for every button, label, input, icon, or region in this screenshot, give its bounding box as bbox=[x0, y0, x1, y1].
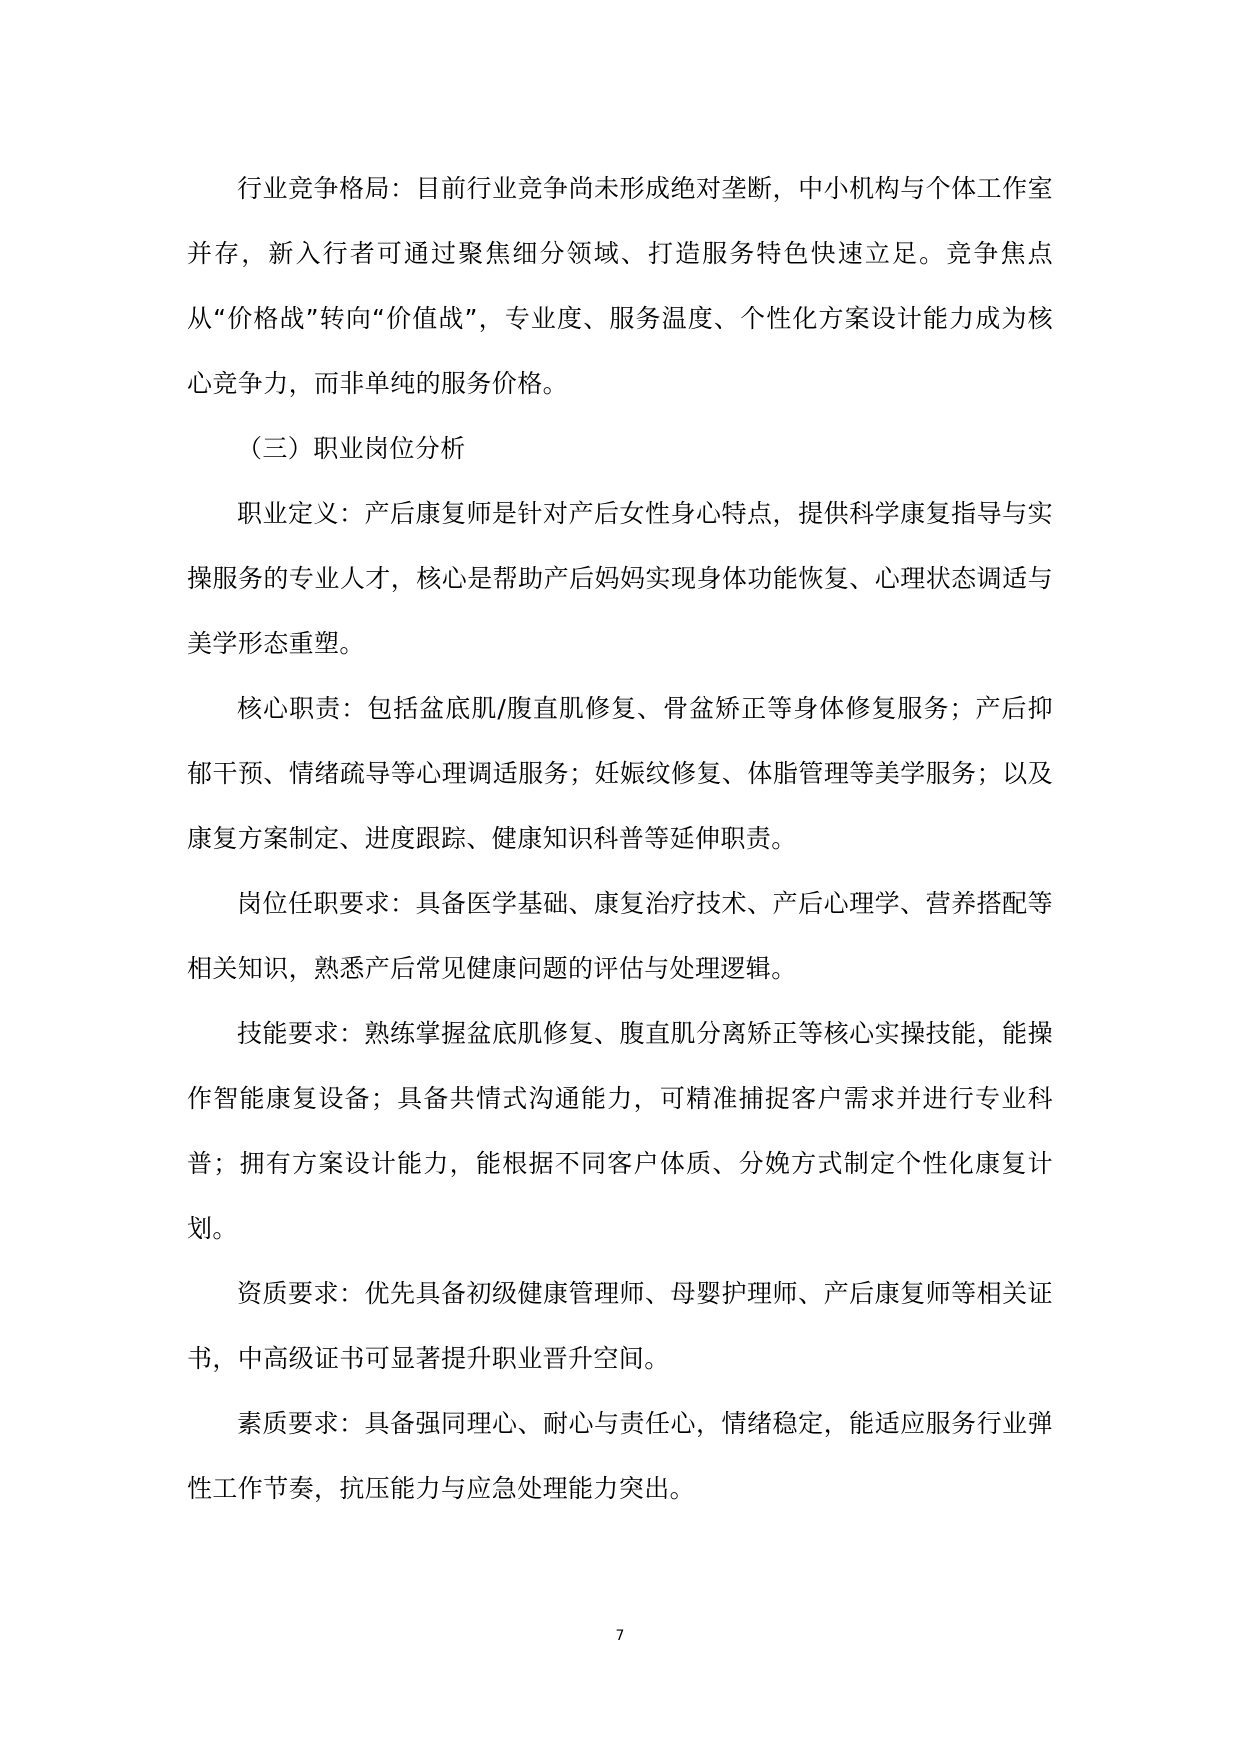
paragraph-requirements: 岗位任职要求：具备医学基础、康复治疗技术、产后心理学、营养搭配等相关知识，熟悉产后常见健康问题的评估与处理逻辑。 bbox=[187, 889, 1053, 983]
paragraph-skills: 技能要求：熟练掌握盆底肌修复、腹直肌分离矫正等核心实操技能，能操作智能康复设备；具备共情式沟通能力，可精准捕捉客户需求并进行专业科普；拥有方案设计能力，能根据不同客户体质、分娩方式制定个性化康复计划。 bbox=[187, 1019, 1053, 1243]
paragraph-duties: 核心职责：包括盆底肌/腹直肌修复、骨盆矫正等身体修复服务；产后抑郁干预、情绪疏导等心理调适服务；妊娠纹修复、体脂管理等美学服务；以及康复方案制定、进度跟踪、健康知识科普等延伸职责。 bbox=[187, 694, 1053, 853]
paragraph-qualifications: 资质要求：优先具备初级健康管理师、母婴护理师、产后康复师等相关证书，中高级证书可显著提升职业晋升空间。 bbox=[187, 1279, 1053, 1373]
page-number: 7 bbox=[615, 1628, 625, 1644]
paragraph-definition: 职业定义：产后康复师是针对产后女性身心特点，提供科学康复指导与实操服务的专业人才，核心是帮助产后妈妈实现身体功能恢复、心理状态调适与美学形态重塑。 bbox=[187, 499, 1053, 658]
paragraph-qualities: 素质要求：具备强同理心、耐心与责任心，情绪稳定，能适应服务行业弹性工作节奏，抗压能力与应急处理能力突出。 bbox=[187, 1409, 1053, 1503]
paragraph-competition: 行业竞争格局：目前行业竞争尚未形成绝对垄断，中小机构与个体工作室并存，新入行者可通过聚焦细分领域、打造服务特色快速立足。竞争焦点从“价格战”转向“价值战”，专业度、服务温度、个性化方案设计能力成为核心竞争力，而非单纯的服务价格。 bbox=[187, 174, 1053, 398]
section-heading: （三）职业岗位分析 bbox=[237, 434, 466, 463]
document-body bbox=[187, 156, 1053, 1521]
